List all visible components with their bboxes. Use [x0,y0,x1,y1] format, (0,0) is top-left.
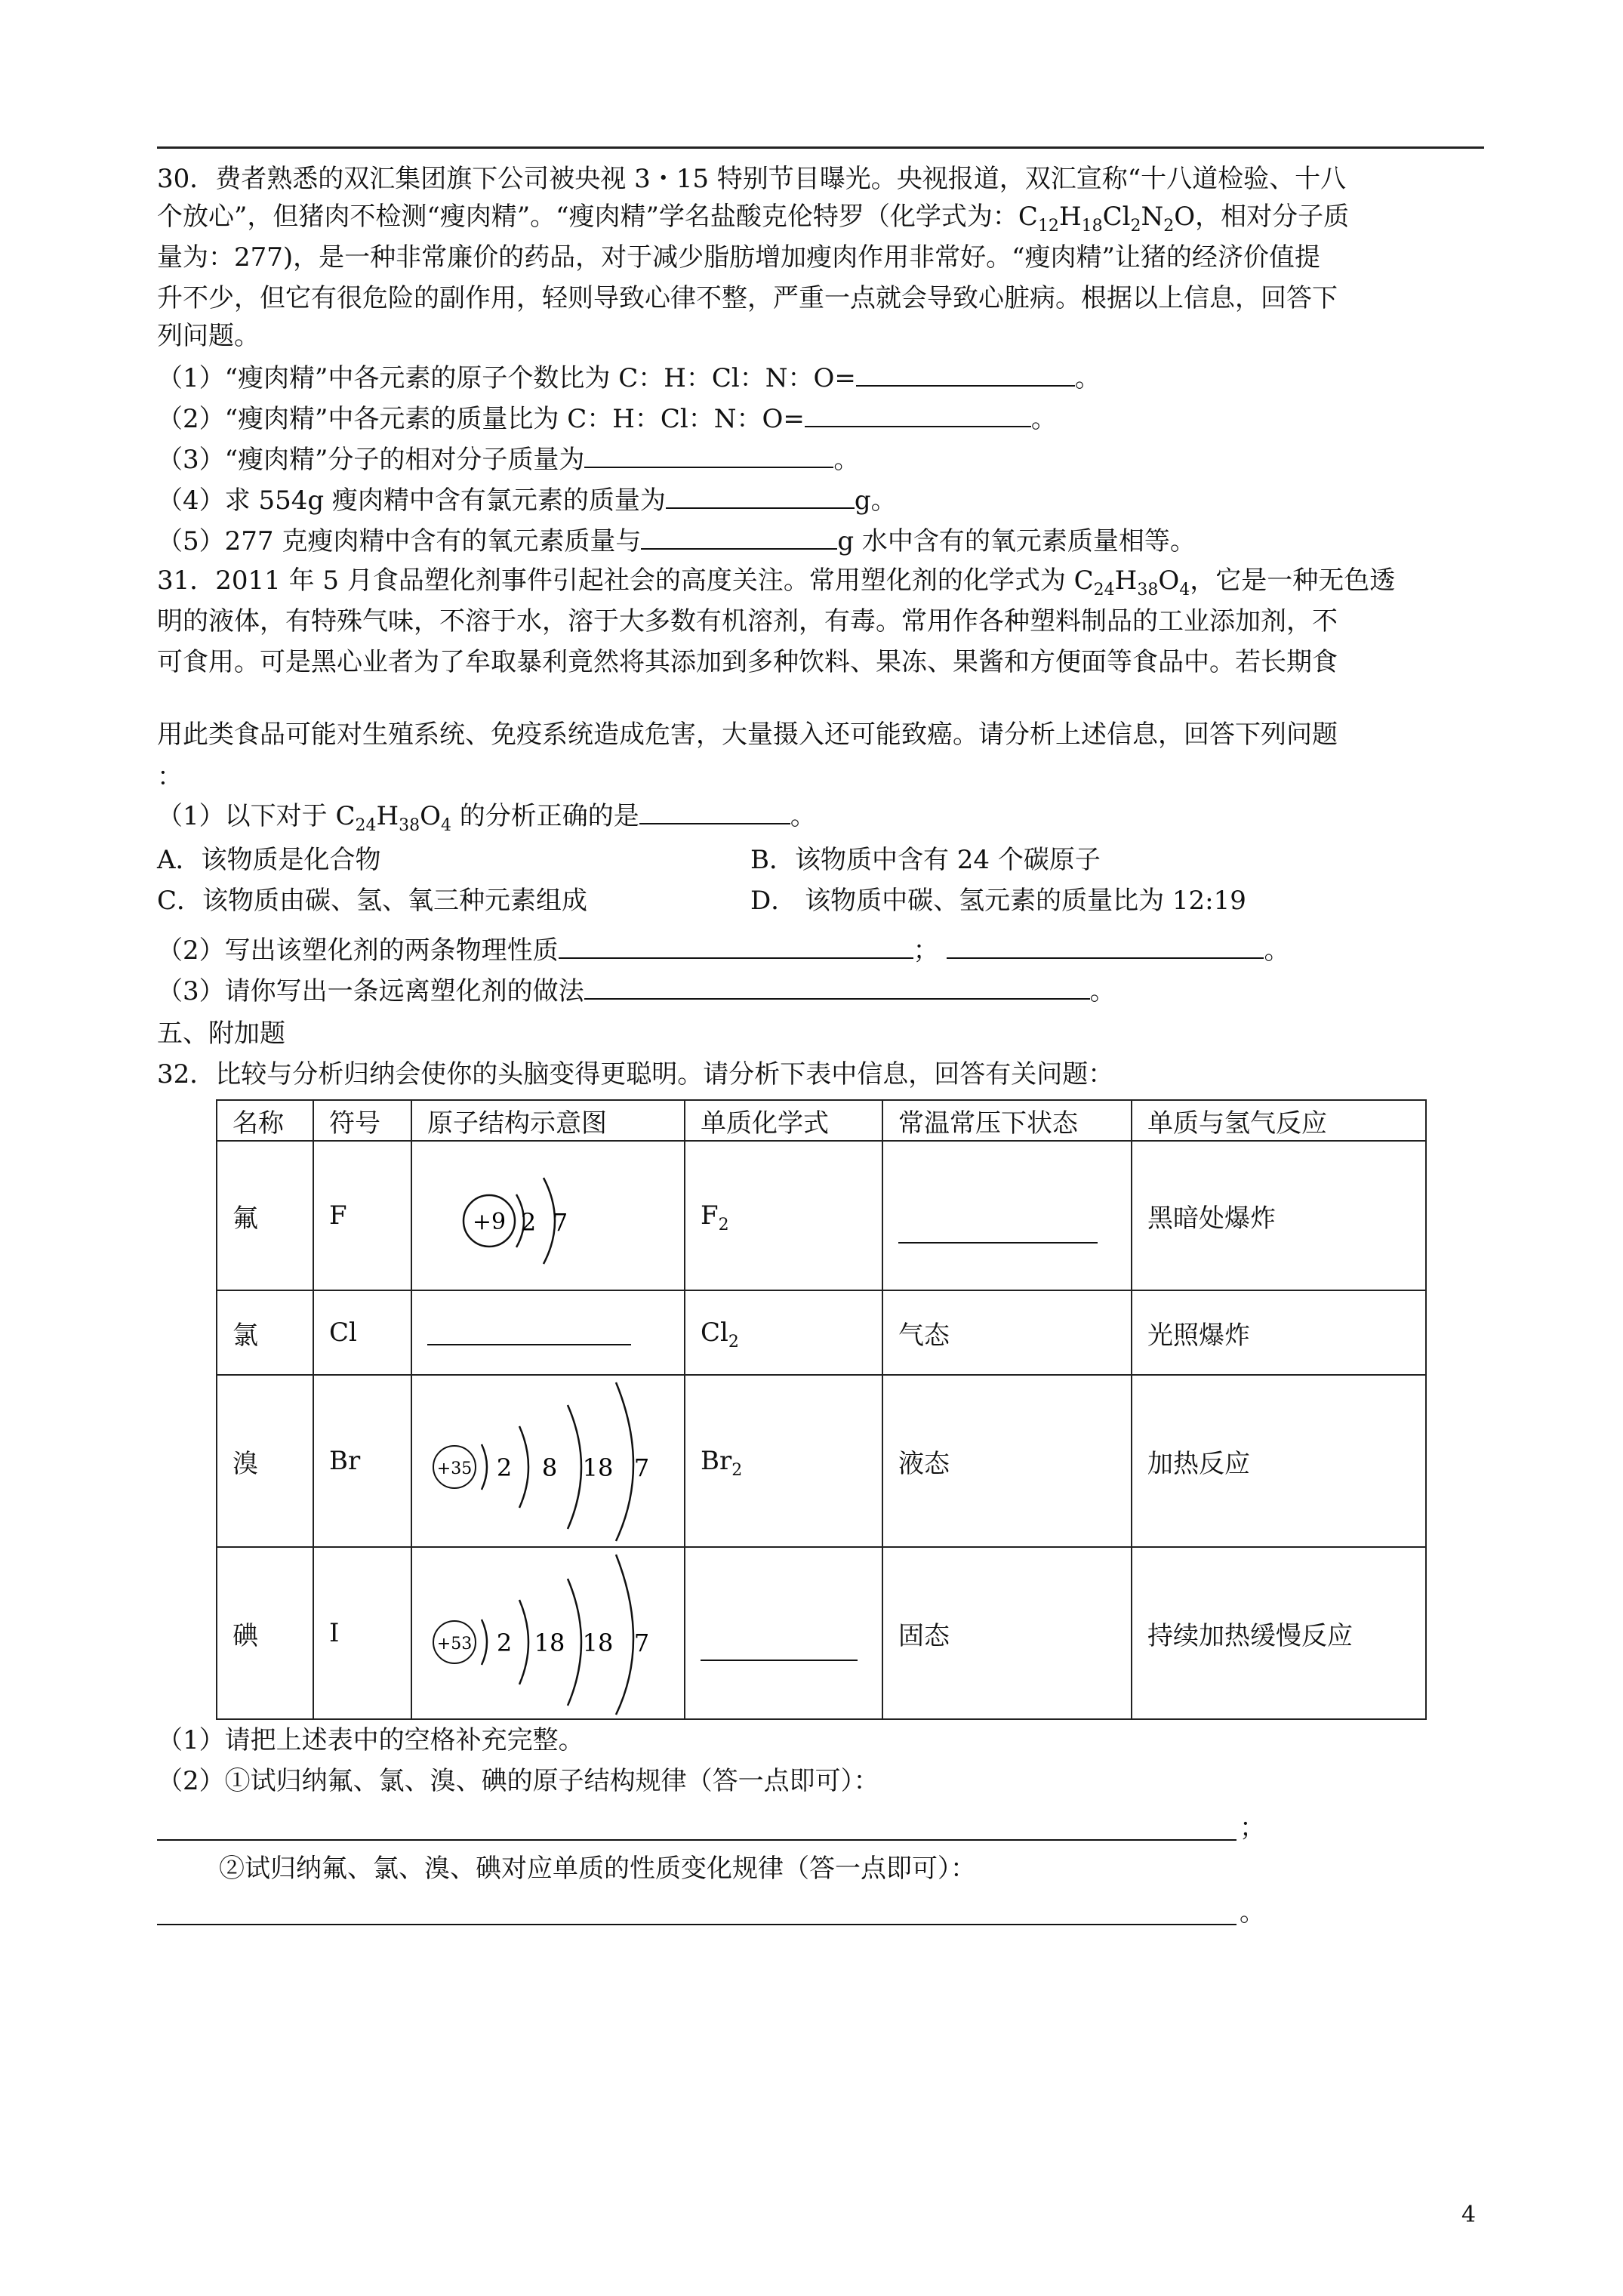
answer-blank[interactable] [639,800,790,824]
answer-line[interactable] [157,1924,1236,1925]
q30-sub4: （4）求 554g 瘦肉精中含有氯元素的质量为 g。 [157,485,897,516]
nucleus-charge: +9 [472,1209,507,1235]
header-reaction: 单质与氢气反应 [1132,1100,1426,1141]
cell-formula: $F_2$ [685,1141,882,1290]
cell-formula [685,1547,882,1719]
cell-structure [411,1375,685,1547]
cell-structure [411,1141,685,1290]
shell-electrons: 18 [582,1453,614,1482]
answer-blank[interactable] [427,1314,631,1345]
cell-reaction: 持续加热缓慢反应 [1132,1547,1426,1719]
q32-sub2b: ②试归纳氟、氯、溴、碘对应单质的性质变化规律（答一点即可）： [219,1854,976,1884]
answer-blank[interactable] [559,935,913,959]
q31-sub3: （3）请你写出一条远离塑化剂的做法 。 [157,976,1116,1006]
answer-blank[interactable] [641,525,837,550]
q32-sub1: （1）请把上述表中的空格补充完整。 [157,1725,584,1755]
cell-reaction: 加热反应 [1132,1375,1426,1547]
header-structure: 原子结构示意图 [411,1100,685,1141]
q30-sub3: （3）“瘦肉精”分子的相对分子质量为 。 [157,445,860,475]
atom-diagram-bromine [427,1378,669,1544]
q32-sub2a-end: ； [1240,1813,1265,1843]
q31-line-3: 可食用。可是黑心业者为了牟取暴利竟然将其添加到多种饮料、果冻、果酱和方便面等食品中。若长期食 [157,647,1338,677]
shell-electrons: 7 [633,1629,650,1657]
shell-electrons: 7 [552,1208,568,1237]
option-c[interactable]: C．该物质由碳、氢、氧三种元素组成 [157,886,588,916]
q31-line-2: 明的液体，有特殊气味，不溶于水，溶于大多数有机溶剂，有毒。常用作各种塑料制品的工业添加剂，不 [157,606,1338,636]
header-rule [157,146,1484,149]
shell-electrons: 18 [582,1629,614,1657]
q31-line-5: ： [157,762,183,792]
option-b[interactable]: B．该物质中含有 24 个碳原子 [750,845,1101,875]
answer-blank[interactable] [584,444,833,468]
q31-sub2: （2）写出该塑化剂的两条物理性质 ； 。 [157,935,1290,966]
answer-blank[interactable] [947,935,1264,959]
q30-sub5: （5）277 克瘦肉精中含有的氧元素质量与 g 水中含有的氧元素质量相等。 [157,526,1196,556]
cell-name: 碘 [217,1547,313,1719]
q30-line-1: 30．费者熟悉的双汇集团旗下公司被央视 3・15 特别节目曝光。央视报道，双汇宣称“十八道检验、十八 [157,164,1347,194]
q32-intro: 32．比较与分析归纳会使你的头脑变得更聪明。请分析下表中信息，回答有关问题： [157,1059,1114,1089]
answer-blank[interactable] [666,485,855,509]
nucleus-charge: +35 [436,1459,473,1478]
cell-name: 溴 [217,1375,313,1547]
q32-sub2a: （2）①试归纳氟、氯、溴、碘的原子结构规律（答一点即可）： [157,1766,879,1796]
shell-electrons: 2 [520,1208,537,1237]
cell-name: 氟 [217,1141,313,1290]
shell-electrons: 18 [534,1629,565,1657]
cell-state: 固态 [882,1547,1132,1719]
q30-line-3: 量为：277)，是一种非常廉价的药品，对于减少脂肪增加瘦肉作用非常好。“瘦肉精”让猪的经济价值提 [157,242,1320,273]
option-a[interactable]: A．该物质是化合物 [157,845,381,875]
answer-blank[interactable] [584,975,1090,1000]
header-name: 名称 [217,1100,313,1141]
atom-diagram-fluorine [427,1148,654,1284]
table-row [217,1290,1426,1375]
answer-blank[interactable] [701,1599,858,1661]
cell-symbol: Cl [313,1290,411,1375]
cell-symbol: F [313,1141,411,1290]
q31-line-1: 31．2011 年 5 月食品塑化剂事件引起社会的高度关注。常用塑化剂的化学式为 $C_{24}H_{38}O_4$，它是一种无色透 [157,566,1396,599]
section-title: 五、附加题 [157,1019,285,1049]
header-formula: 单质化学式 [685,1100,882,1141]
answer-blank[interactable] [856,362,1075,387]
answer-line[interactable] [157,1839,1236,1841]
cell-symbol: I [313,1547,411,1719]
cell-formula: $Cl_2$ [685,1290,882,1375]
cell-reaction: 光照爆炸 [1132,1290,1426,1375]
shell-electrons: 2 [496,1629,513,1657]
table-row [217,1375,1426,1547]
answer-blank[interactable] [805,403,1031,427]
shell-electrons: 2 [496,1453,513,1482]
answer-blank[interactable] [898,1182,1098,1244]
shell-electrons: 7 [633,1453,650,1482]
q30-line-2: 个放心”，但猪肉不检测“瘦肉精”。“瘦肉精”学名盐酸克伦特罗（化学式为：$C_{12}H_{18}Cl_2N_2O$，相对分子质 [157,202,1350,236]
halogen-table [216,1099,1427,1720]
page-number: 4 [1461,2202,1477,2228]
nucleus-charge: +53 [436,1635,473,1653]
cell-state: 液态 [882,1375,1132,1547]
shell-electrons: 8 [541,1453,558,1482]
cell-structure [411,1547,685,1719]
q31-line-4: 用此类食品可能对生殖系统、免疫系统造成危害，大量摄入还可能致癌。请分析上述信息，回答下列问题 [157,720,1338,750]
q31-sub1: （1）以下对于 $C_{24}H_{38}O_4$ 的分析正确的是 。 [157,801,816,835]
cell-state: 气态 [882,1290,1132,1375]
header-state: 常温常压下状态 [882,1100,1132,1141]
table-row [217,1141,1426,1290]
cell-structure [411,1290,685,1375]
q32-sub2b-end: 。 [1240,1897,1265,1928]
cell-name: 氯 [217,1290,313,1375]
cell-symbol: Br [313,1375,411,1547]
q30-line-4: 升不少，但它有很危险的副作用，轻则导致心律不整，严重一点就会导致心脏病。根据以上信息，回答下 [157,283,1338,313]
q30-sub2: （2）“瘦肉精”中各元素的质量比为 C：H：Cl：N：O= 。 [157,404,1057,434]
cell-formula: $Br_2$ [685,1375,882,1547]
q30-line-5: 列问题。 [157,321,260,351]
header-symbol: 符号 [313,1100,411,1141]
option-d[interactable]: D． 该物质中碳、氢元素的质量比为 12:19 [750,886,1246,916]
cell-state [882,1141,1132,1290]
table-row [217,1547,1426,1719]
cell-reaction: 黑暗处爆炸 [1132,1141,1426,1290]
q30-sub1: （1）“瘦肉精”中各元素的原子个数比为 C：H：Cl：N：O= 。 [157,363,1101,393]
atom-diagram-iodine [427,1550,669,1716]
